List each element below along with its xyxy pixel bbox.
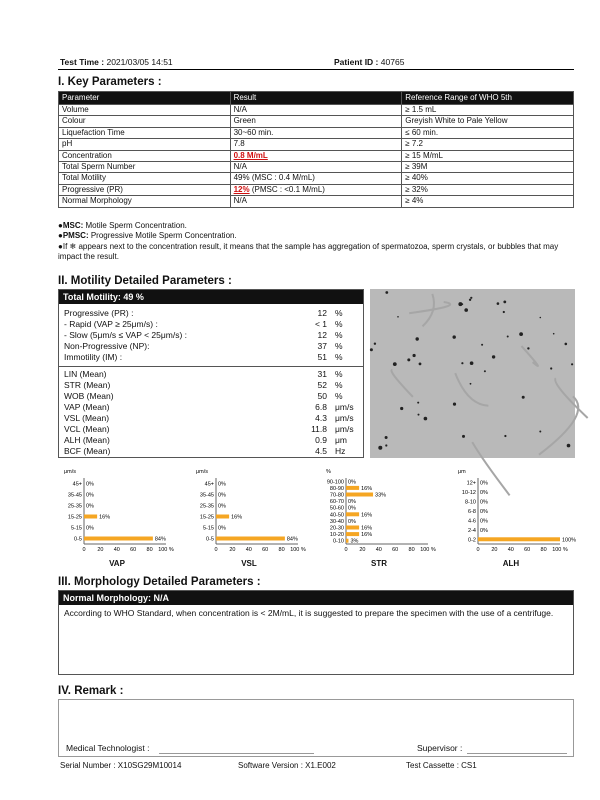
key-row	[59, 127, 574, 138]
key-row	[59, 184, 574, 195]
microscope-image	[370, 289, 575, 458]
mucus-strand	[555, 378, 587, 418]
metric-value: < 1	[314, 319, 327, 329]
reference-range: ≥ 4%	[402, 196, 574, 207]
result-value: Green	[233, 116, 256, 126]
parameter-name: Liquefaction Time	[59, 127, 231, 138]
sperm-cell	[418, 414, 420, 416]
mucus-strand	[539, 396, 578, 454]
x-tick-label: 40	[245, 547, 252, 553]
motility-row	[59, 380, 363, 391]
data-label: 0%	[480, 518, 488, 525]
sperm-cell	[461, 362, 463, 364]
data-label: 0%	[480, 509, 488, 515]
reference-range: Greyish White to Pale Yellow	[402, 116, 574, 127]
reference-range: ≥ 1.5 mL	[402, 105, 574, 116]
x-tick-label: 60	[130, 547, 137, 553]
category-label: 5-15	[70, 525, 82, 532]
motility-row	[59, 413, 363, 424]
total-motility-bar: Total Motility: 49 %	[59, 290, 363, 304]
parameter-name: Volume	[59, 105, 231, 116]
category-label: 45+	[72, 481, 82, 488]
parameter-result	[230, 162, 402, 173]
metric-unit: μm	[335, 435, 347, 445]
data-label: 16%	[361, 532, 373, 539]
medical-technologist-signature-line	[159, 753, 314, 754]
category-label: 90-100	[326, 479, 344, 486]
motility-row	[59, 391, 363, 402]
metric-unit: %	[335, 369, 343, 379]
histogram-vap	[58, 468, 176, 568]
x-tick-label: 20	[97, 547, 104, 553]
sperm-cell	[522, 396, 525, 399]
note-text: Motile Sperm Concentration.	[83, 221, 187, 230]
data-label: 100%	[562, 537, 577, 544]
motility-rows-kinematics	[59, 367, 363, 457]
metric-label: VAP (Mean)	[64, 402, 110, 412]
bar	[346, 512, 359, 516]
metric-value: 31	[317, 369, 327, 379]
x-tick-label: 80	[540, 547, 547, 553]
x-tick-label: 80	[278, 547, 285, 553]
data-label: 0%	[348, 479, 356, 486]
data-label: 16%	[361, 485, 373, 492]
note-text: If ❄ appears next to the concentration result, it means that the sample has aggregation of spermatozoa, sperm crystals, or bubbles that may impact the result.	[58, 241, 559, 261]
category-label: 20-30	[329, 525, 344, 532]
motility-row	[59, 369, 363, 380]
sperm-cell	[504, 435, 506, 437]
category-label: 50-60	[329, 505, 344, 512]
metric-unit: %	[335, 308, 343, 318]
data-label: 0%	[480, 490, 488, 497]
x-tick-label: 80	[146, 547, 153, 553]
motility-row	[59, 435, 363, 446]
reference-range: ≥ 40%	[402, 173, 574, 184]
category-label: 0-10	[332, 538, 344, 545]
x-tick-label: 0	[214, 547, 218, 553]
category-label: 2-4	[468, 527, 476, 534]
data-label: 16%	[361, 525, 373, 532]
data-label: 84%	[286, 536, 298, 543]
sperm-cell	[470, 361, 474, 365]
metric-label: Progressive (PR) :	[64, 308, 134, 318]
x-tick-label: 100 %	[290, 547, 306, 553]
x-tick-label: 40	[113, 547, 120, 553]
metric-label: - Slow (5μm/s ≤ VAP < 25μm/s) :	[64, 330, 188, 340]
histogram-plot	[452, 468, 577, 556]
metric-unit: μm/s	[335, 424, 354, 434]
key-row	[59, 162, 574, 173]
motility-panel	[58, 289, 364, 458]
key-row	[59, 139, 574, 150]
metric-label: Non-Progressive (NP):	[64, 341, 150, 351]
histogram-plot	[190, 468, 308, 556]
category-label: 10-20	[329, 532, 344, 539]
data-label: 0%	[480, 480, 488, 487]
morphology-title: III. Morphology Detailed Parameters :	[58, 576, 261, 588]
sperm-cell	[424, 417, 428, 421]
x-tick-label: 20	[229, 547, 236, 553]
histogram-plot	[320, 468, 438, 556]
metric-label: LIN (Mean)	[64, 369, 107, 379]
bar	[346, 493, 373, 497]
metric-value: 12	[317, 330, 327, 340]
morphology-note: According to WHO Standard, when concentration is < 2M/mL, it is suggested to prepare the specimen with the use of a centrifuge.	[64, 608, 554, 618]
sperm-cell	[567, 444, 571, 448]
key-parameters-table	[58, 91, 574, 208]
motility-row	[59, 341, 363, 352]
key-row	[59, 173, 574, 184]
motility-row	[59, 352, 363, 363]
parameter-result	[230, 116, 402, 127]
category-label: 25-35	[199, 503, 214, 510]
data-label: 33%	[375, 492, 387, 499]
parameter-name: Progressive (PR)	[59, 184, 231, 195]
bullet-icon: ●	[58, 221, 63, 230]
parameter-name: Total Motility	[59, 173, 231, 184]
result-value: N/A	[233, 105, 247, 114]
category-label: 5-15	[202, 525, 214, 532]
data-label: 0%	[218, 503, 226, 510]
remark-title: IV. Remark :	[58, 685, 124, 697]
sperm-cell	[385, 291, 388, 294]
motility-title: II. Motility Detailed Parameters :	[58, 275, 232, 287]
parameter-result	[230, 127, 402, 138]
category-label: 35-45	[67, 492, 82, 499]
report-header	[58, 57, 574, 70]
category-label: 60-70	[329, 499, 344, 506]
parameter-result	[230, 105, 402, 116]
patient-id: 40765	[380, 57, 405, 67]
sperm-cell	[458, 302, 462, 306]
sperm-cell	[565, 343, 568, 346]
sperm-cell	[550, 367, 552, 369]
metric-label: - Rapid (VAP ≥ 25μm/s) :	[64, 319, 158, 329]
data-label: 0%	[348, 499, 356, 506]
parameter-result	[230, 184, 402, 195]
result-value: N/A	[233, 162, 247, 172]
sperm-cell	[407, 358, 410, 361]
sperm-cell	[527, 347, 529, 349]
category-label: 0-5	[206, 536, 214, 543]
sperm-cell	[497, 302, 500, 305]
category-label: 4-6	[468, 518, 476, 525]
bullet-icon: ●	[58, 231, 63, 241]
motility-row	[59, 319, 363, 330]
key-row	[59, 105, 574, 116]
note-term: MSC:	[62, 221, 84, 230]
result-value: 7.8	[233, 139, 245, 149]
bar	[346, 539, 348, 543]
metric-unit: Hz	[335, 446, 346, 456]
bullet-icon: ●	[58, 241, 63, 251]
category-label: 0-5	[74, 536, 82, 543]
note-text: Progressive Motile Sperm Concentration.	[88, 231, 237, 241]
category-label: 0-2	[468, 537, 476, 544]
test-cassette: Test Cassette : CS1	[406, 761, 477, 770]
result-value: N/A	[233, 196, 247, 206]
patient-id-label: Patient ID :	[334, 57, 379, 67]
sperm-cell	[370, 348, 373, 351]
key-row	[59, 150, 574, 161]
data-label: 0%	[480, 499, 488, 506]
unit-label: μm/s	[64, 469, 77, 475]
metric-value: 52	[317, 380, 327, 390]
metric-value: 37	[317, 341, 327, 351]
remark-box	[58, 699, 574, 757]
reference-range: ≥ 7.2	[402, 139, 574, 150]
reference-range: ≥ 15 M/mL	[402, 150, 574, 161]
sperm-cell	[492, 355, 495, 358]
normal-morphology-bar: Normal Morphology: N/A	[59, 591, 573, 605]
supervisor-signature-line	[467, 753, 567, 754]
category-label: 30-40	[329, 518, 344, 525]
metric-unit: %	[335, 319, 343, 329]
sperm-cell	[469, 299, 471, 301]
note-line	[58, 221, 578, 231]
sperm-cell	[462, 435, 465, 438]
mucus-strand	[455, 373, 488, 406]
x-tick-label: 0	[476, 547, 480, 553]
sperm-cell	[553, 333, 555, 335]
category-label: 15-25	[199, 514, 214, 521]
x-tick-label: 20	[359, 547, 366, 553]
chart-title: STR	[371, 559, 387, 568]
result-value: 0.8 M/mL	[233, 150, 268, 160]
parameter-result	[230, 139, 402, 150]
bar	[346, 532, 359, 536]
sperm-cell	[385, 444, 387, 446]
bar	[346, 486, 359, 490]
category-label: 15-25	[67, 514, 82, 521]
category-label: 6-8	[468, 509, 476, 515]
sperm-cell	[453, 403, 456, 406]
metric-label: VCL (Mean)	[64, 424, 110, 434]
category-label: 40-50	[329, 512, 344, 519]
sperm-cell	[470, 297, 472, 299]
parameter-name: pH	[59, 139, 231, 150]
metric-unit: μm/s	[335, 413, 354, 423]
x-tick-label: 20	[491, 547, 498, 553]
data-label: 16%	[231, 514, 243, 521]
mucus-strand	[392, 370, 413, 397]
histogram-vsl	[190, 468, 308, 568]
reference-range: ≤ 60 min.	[402, 127, 574, 138]
bar	[84, 515, 97, 519]
sperm-cell	[539, 431, 541, 433]
microscope-view	[370, 289, 575, 458]
unit-label: μm/s	[196, 469, 209, 475]
category-label: 35-45	[199, 492, 214, 499]
motility-rows-primary	[59, 304, 363, 367]
sperm-cell	[503, 311, 505, 313]
supervisor-label: Supervisor :	[417, 743, 463, 753]
metric-unit: %	[335, 391, 343, 401]
metric-unit: μm/s	[335, 402, 354, 412]
mucus-strand	[521, 346, 537, 366]
category-label: 80-90	[329, 485, 344, 492]
metric-unit: %	[335, 330, 343, 340]
x-tick-label: 100 %	[552, 547, 568, 553]
metric-unit: %	[335, 380, 343, 390]
metric-label: WOB (Mean)	[64, 391, 114, 401]
x-tick-label: 100 %	[158, 547, 174, 553]
result-value: 49% (MSC : 0.4 M/mL)	[233, 173, 315, 183]
test-time-label: Test Time :	[60, 57, 105, 67]
x-tick-label: 40	[375, 547, 382, 553]
serial-number: Serial Number : X10SG29M10014	[60, 761, 182, 770]
software-version: Software Version : X1.E002	[238, 761, 336, 770]
mucus-strand	[409, 302, 450, 313]
bar	[84, 537, 153, 541]
sperm-cell	[481, 344, 483, 346]
motility-row	[59, 446, 363, 457]
parameter-result	[230, 173, 402, 184]
data-label: 0%	[218, 492, 226, 499]
parameter-result	[230, 196, 402, 207]
metric-value: 4.3	[315, 413, 327, 423]
sperm-cell	[571, 363, 573, 365]
unit-label: μm	[458, 469, 466, 475]
data-label: 16%	[99, 514, 111, 521]
metric-value: 4.5	[315, 446, 327, 456]
bar	[216, 537, 285, 541]
unit-label: %	[326, 469, 331, 475]
category-label: 8-10	[464, 499, 476, 506]
result-value: (PMSC : <0.1 M/mL)	[249, 184, 325, 194]
category-label: 70-80	[329, 492, 344, 499]
metric-label: VSL (Mean)	[64, 413, 110, 423]
category-label: 12+	[466, 480, 476, 487]
data-label: 3%	[350, 538, 359, 545]
chart-title: ALH	[502, 559, 520, 568]
sperm-cell	[416, 337, 419, 340]
reference-range: ≥ 32%	[402, 184, 574, 195]
sperm-cell	[453, 335, 456, 338]
morphology-panel	[58, 590, 574, 675]
sperm-cell	[378, 446, 382, 450]
sperm-cell	[413, 354, 416, 357]
metric-value: 11.8	[311, 424, 327, 434]
result-value: 30~60 min.	[233, 127, 274, 137]
parameter-name: Total Sperm Number	[59, 162, 231, 173]
metric-label: BCF (Mean)	[64, 446, 111, 456]
category-label: 25-35	[67, 503, 82, 510]
medical-technologist-label: Medical Technologist :	[66, 743, 150, 753]
motility-row	[59, 330, 363, 341]
sperm-cell	[464, 308, 468, 312]
metric-value: 6.8	[315, 402, 327, 412]
flagged-value: 12%	[233, 184, 250, 194]
reference-range: ≥ 39M	[402, 162, 574, 173]
parameter-name: Normal Morphology	[59, 196, 231, 207]
parameter-name: Concentration	[59, 150, 231, 161]
metric-value: 0.9	[315, 435, 327, 445]
parameter-name: Colour	[59, 116, 231, 127]
data-label: 0%	[86, 525, 94, 532]
data-label: 0%	[86, 481, 94, 488]
sperm-cell	[417, 402, 419, 404]
sperm-cell	[397, 316, 399, 318]
sperm-cell	[503, 301, 506, 304]
data-label: 0%	[348, 518, 356, 525]
data-label: 16%	[361, 512, 373, 519]
data-label: 0%	[218, 481, 226, 488]
data-label: 0%	[218, 525, 226, 532]
sperm-cell	[385, 436, 388, 439]
notes	[58, 221, 578, 262]
x-tick-label: 60	[262, 547, 269, 553]
metric-value: 12	[317, 308, 327, 318]
x-tick-label: 60	[392, 547, 399, 553]
metric-value: 50	[317, 391, 327, 401]
data-label: 0%	[348, 505, 356, 512]
bar	[346, 526, 359, 530]
category-label: 10-12	[461, 490, 476, 497]
histogram-str	[320, 468, 438, 568]
metric-label: STR (Mean)	[64, 380, 111, 390]
col-reference: Reference Range of WHO 5th	[402, 92, 574, 105]
sperm-cell	[484, 370, 486, 372]
sperm-cell	[540, 317, 542, 319]
sperm-cell	[507, 336, 509, 338]
bar	[478, 537, 560, 541]
sperm-cell	[519, 332, 523, 336]
note-line	[58, 231, 578, 241]
metric-unit: %	[335, 341, 343, 351]
data-label: 0%	[480, 527, 488, 534]
sperm-cell	[419, 363, 422, 366]
col-parameter: Parameter	[59, 92, 231, 105]
x-tick-label: 60	[524, 547, 531, 553]
chart-title: VAP	[109, 559, 125, 568]
test-time: 2021/03/05 14:51	[106, 57, 173, 67]
key-parameters-title: I. Key Parameters :	[58, 76, 162, 88]
motility-row	[59, 308, 363, 319]
key-row	[59, 196, 574, 207]
histogram-plot	[58, 468, 176, 556]
parameter-result	[230, 150, 402, 161]
note-line	[58, 242, 578, 263]
metric-label: Immotility (IM) :	[64, 352, 123, 362]
x-tick-label: 0	[344, 547, 348, 553]
chart-title: VSL	[241, 559, 257, 568]
x-tick-label: 0	[82, 547, 86, 553]
sperm-cell	[400, 407, 403, 410]
metric-label: ALH (Mean)	[64, 435, 110, 445]
data-label: 0%	[86, 492, 94, 499]
motility-row	[59, 402, 363, 413]
key-row	[59, 116, 574, 127]
x-tick-label: 80	[408, 547, 415, 553]
metric-value: 51	[317, 352, 327, 362]
note-term: PMSC:	[62, 231, 89, 241]
bar	[216, 515, 229, 519]
category-label: 45+	[204, 481, 214, 488]
col-result: Result	[230, 92, 402, 105]
sperm-cell	[374, 343, 376, 345]
x-tick-label: 100 %	[420, 547, 436, 553]
data-label: 0%	[86, 503, 94, 510]
motility-row	[59, 424, 363, 435]
sperm-cell	[470, 383, 472, 385]
metric-unit: %	[335, 352, 343, 362]
sperm-cell	[393, 362, 397, 366]
x-tick-label: 40	[507, 547, 514, 553]
histogram-alh	[452, 468, 577, 568]
data-label: 84%	[154, 536, 166, 543]
